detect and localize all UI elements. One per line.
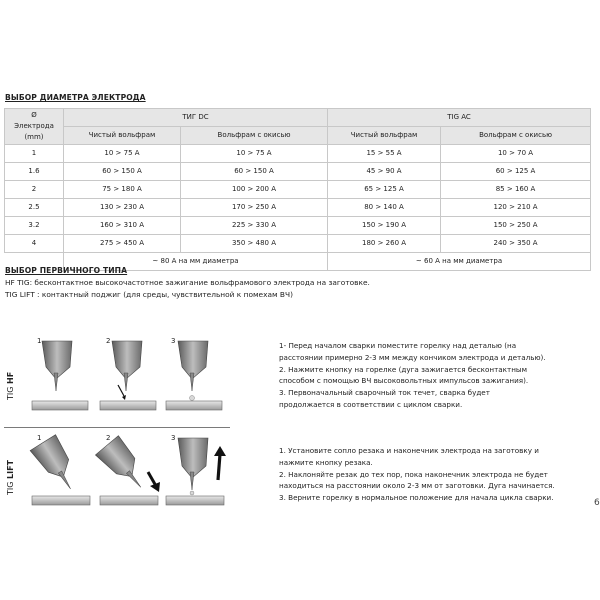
hf-torch-1 — [42, 341, 72, 391]
hf-step-number: 2 — [106, 337, 111, 345]
hf-torch-2 — [112, 341, 142, 400]
hf-instructions — [279, 340, 579, 411]
lift-instruction-line: 3. Верните горелку в нормальное положение для начала цикла сварки. — [279, 493, 554, 503]
lift-workpiece-1 — [32, 496, 90, 505]
ignition-section-heading: ВЫБОР ПЕРВИЧНОГО ТИПА — [5, 266, 128, 275]
ignition-lift-line: TIG LIFT : контактный поджиг (для среды, чувствительной к помехам ВЧ) — [5, 290, 293, 299]
footer-dc: ~ 80 A на мм диаметра — [64, 253, 328, 271]
hf-torch-3 — [178, 341, 208, 401]
hf-instruction-line: расстоянии примерно 2-3 мм между кончиком электрода и деталью). — [279, 352, 546, 362]
current-cell: 60 > 150 A — [64, 163, 181, 181]
current-cell: 150 > 190 A — [328, 217, 441, 235]
hf-instruction-line: 3. Первоначальный сварочный ток течет, сварка будет — [279, 388, 490, 398]
tig-lift-bold: LIFT — [6, 460, 15, 479]
current-cell: 150 > 250 A — [441, 217, 591, 235]
ignition-hf-line: HF TIG: бесконтактное высокочастотное зажигание вольфрамового электрода на заготовке. — [5, 278, 370, 287]
table-row — [5, 181, 591, 199]
lift-torch-2 — [95, 436, 153, 497]
diameter-cell: 1 — [5, 145, 64, 163]
page-marker: 6 — [594, 498, 600, 508]
current-cell: 100 > 200 A — [181, 181, 328, 199]
subheader-ac-oxide: Вольфрам с окисью — [441, 127, 591, 145]
current-cell: 10 > 75 A — [64, 145, 181, 163]
lift-step-number: 2 — [106, 434, 111, 442]
current-cell: 45 > 90 A — [328, 163, 441, 181]
tig-lift-side-label — [6, 460, 15, 495]
lift-arrow-down-icon — [148, 472, 160, 492]
table-row — [5, 145, 591, 163]
lift-illustration — [28, 432, 238, 512]
current-cell: 275 > 450 A — [64, 235, 181, 253]
hf-workpiece-1 — [32, 401, 88, 410]
table-row — [5, 163, 591, 181]
lift-step-number: 3 — [171, 434, 176, 442]
hf-instruction-line: способом с помощью ВЧ высоковольтных импульсов зажигания). — [279, 376, 529, 386]
tig-hf-bold: HF — [6, 371, 15, 384]
diameter-cell: 2.5 — [5, 199, 64, 217]
table-header-row — [5, 109, 591, 127]
lift-instruction-line: находиться на расстоянии около 2-3 мм от заготовки. Дуга начинается. — [279, 481, 555, 491]
table-row — [5, 199, 591, 217]
hf-workpiece-3 — [166, 401, 222, 410]
section-divider — [4, 427, 230, 428]
diameter-cell: 3.2 — [5, 217, 64, 235]
diameter-header-unit: (mm) — [24, 133, 44, 141]
lift-torch-1 — [30, 435, 84, 497]
electrode-table — [4, 108, 591, 271]
current-cell: 240 > 350 A — [441, 235, 591, 253]
tig-hf-prefix: TIG — [6, 384, 15, 400]
hf-instruction-line: 1- Перед началом сварки поместите горелку над деталью (на — [279, 341, 517, 350]
lift-instruction-line: 1. Установите сопло резака и наконечник электрода на заготовку и — [279, 446, 539, 455]
current-cell: 225 > 330 A — [181, 217, 328, 235]
group-header-ac: TIG AC — [328, 109, 591, 127]
diameter-header-label: Электрода — [14, 122, 54, 130]
group-header-dc: ТИГ DC — [64, 109, 328, 127]
lift-instruction-line: 2. Наклоняйте резак до тех пор, пока наконечник электрода не будет — [279, 469, 548, 479]
hf-step-number: 1 — [37, 337, 42, 345]
current-cell: 75 > 180 A — [64, 181, 181, 199]
diameter-cell: 2 — [5, 181, 64, 199]
lift-torch-3 — [178, 438, 208, 495]
lift-workpiece-3 — [166, 496, 224, 505]
current-cell: 180 > 260 A — [328, 235, 441, 253]
current-cell: 65 > 125 A — [328, 181, 441, 199]
diameter-header-cell — [5, 109, 64, 145]
lift-instruction-line: нажмите кнопку резака. — [279, 457, 373, 467]
current-cell: 80 > 140 A — [328, 199, 441, 217]
diameter-header-symbol: Ø — [31, 111, 37, 119]
current-cell: 160 > 310 A — [64, 217, 181, 235]
diameter-cell: 4 — [5, 235, 64, 253]
footer-ac: ~ 60 A на мм диаметра — [328, 253, 591, 271]
lift-arrow-up-icon — [214, 446, 226, 480]
current-cell: 15 > 55 A — [328, 145, 441, 163]
subheader-ac-pure: Чистый вольфрам — [328, 127, 441, 145]
lift-step-number: 1 — [37, 434, 42, 442]
current-cell: 10 > 75 A — [181, 145, 328, 163]
current-cell: 85 > 160 A — [441, 181, 591, 199]
tig-lift-prefix: TIG — [6, 479, 15, 495]
hf-instruction-line: продолжается в соответствии с циклом сварки. — [279, 399, 463, 409]
table-row — [5, 235, 591, 253]
lift-instructions — [279, 445, 579, 504]
hf-instruction-line: 2. Нажмите кнопку на горелке (дуга зажигается бесконтактным — [279, 364, 527, 374]
hf-illustration — [28, 335, 228, 415]
tig-hf-side-label — [6, 372, 15, 400]
current-cell: 120 > 210 A — [441, 199, 591, 217]
electrode-section-heading: ВЫБОР ДИАМЕТРА ЭЛЕКТРОДА — [5, 93, 146, 102]
hf-step-number: 3 — [171, 337, 176, 345]
table-subheader-row — [5, 127, 591, 145]
current-cell: 10 > 70 A — [441, 145, 591, 163]
lift-workpiece-2 — [100, 496, 158, 505]
subheader-dc-oxide: Вольфрам с окисью — [181, 127, 328, 145]
table-row — [5, 217, 591, 235]
current-cell: 170 > 250 A — [181, 199, 328, 217]
diameter-cell: 1.6 — [5, 163, 64, 181]
subheader-dc-pure: Чистый вольфрам — [64, 127, 181, 145]
current-cell: 130 > 230 A — [64, 199, 181, 217]
current-cell: 60 > 150 A — [181, 163, 328, 181]
current-cell: 350 > 480 A — [181, 235, 328, 253]
hf-workpiece-2 — [100, 401, 156, 410]
current-cell: 60 > 125 A — [441, 163, 591, 181]
